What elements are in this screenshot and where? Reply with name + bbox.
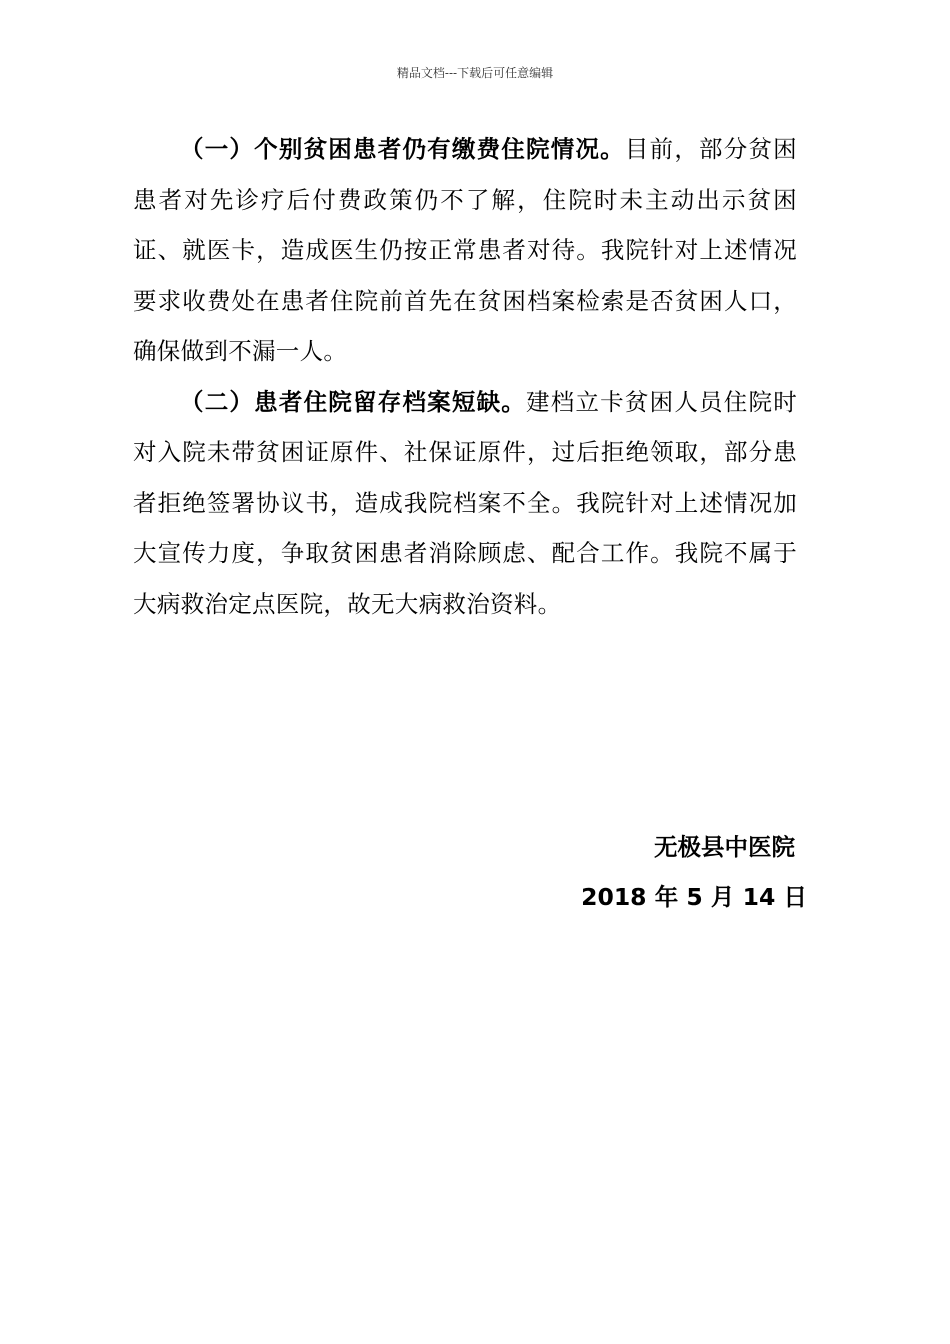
paragraph-1-text: 目前，部分贫困患者对先诊疗后付费政策仍不了解，住院时未主动出示贫困证、就医卡，造成医生仍按正常患者对待。我院针对上述情况要求收费处在患者住院前首先在贫困档案检索是否贫困人口，确保做到不漏一人。 [133, 135, 797, 365]
document-body [133, 124, 797, 629]
signature-block [581, 822, 807, 922]
paragraph-2 [133, 377, 797, 630]
page-header: 精品文档---下载后可任意编辑 [396, 66, 554, 80]
paragraph-1-heading: （一）个别贫困患者仍有缴费住院情况。 [180, 135, 625, 163]
signature-date: 2018 年 5 月 14 日 [581, 883, 807, 911]
paragraph-1 [133, 124, 797, 377]
paragraph-2-heading: （二）患者住院留存档案短缺。 [180, 387, 527, 416]
signature-organization: 无极县中医院 [654, 833, 795, 861]
paragraph-2-text: 建档立卡贫困人员住院时对入院未带贫困证原件、社保证原件，过后拒绝领取，部分患者拒绝签署协议书，造成我院档案不全。我院针对上述情况加大宣传力度，争取贫困患者消除顾虑、配合工作。我院不属于大病救治定点医院，故无大病救治资料。 [133, 387, 797, 618]
